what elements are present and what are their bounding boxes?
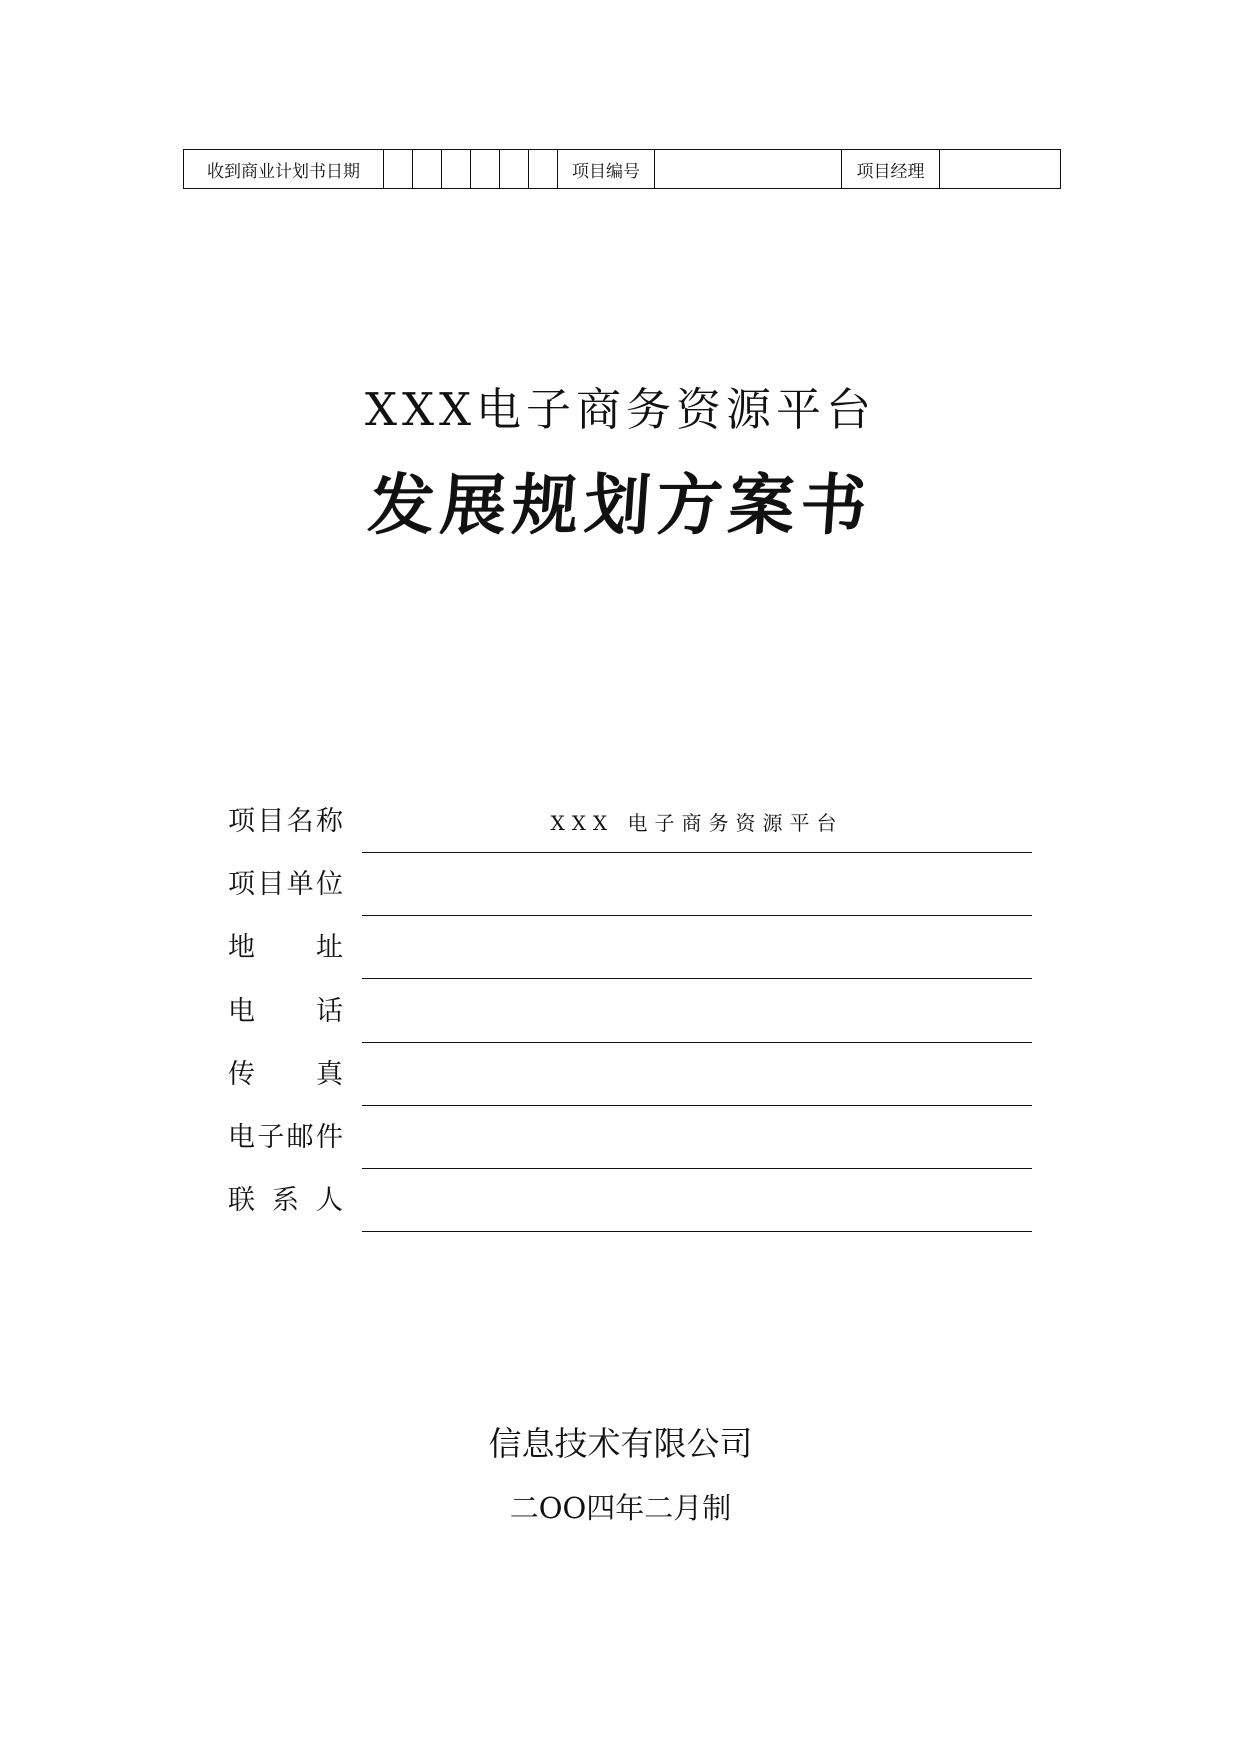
label-char: 项: [228, 806, 255, 837]
info-row-contact: [228, 1169, 1032, 1232]
info-label-fax: [228, 1058, 343, 1092]
label-char: 联: [228, 1185, 255, 1216]
info-row-project-name: [228, 790, 1032, 853]
label-char: 件: [315, 1122, 343, 1153]
info-row-project-unit: [228, 853, 1032, 916]
label-char: 话: [316, 996, 343, 1027]
info-underline: [362, 978, 1032, 979]
info-label-project-name: [228, 805, 343, 839]
info-row-fax: [228, 1043, 1032, 1106]
date-cell-5[interactable]: [500, 150, 529, 189]
project-number-cell[interactable]: [655, 150, 842, 189]
label-char: 址: [316, 932, 343, 963]
label-char: 位: [315, 869, 343, 900]
submission-tracking-table: [183, 149, 1061, 189]
info-label-phone: [228, 995, 343, 1029]
company-name: 信息技术有限公司: [488, 1424, 753, 1463]
label-char: 单: [286, 869, 314, 900]
date-cell-1[interactable]: [384, 150, 413, 189]
label-char: 传: [228, 1059, 255, 1090]
label-char: 子: [257, 1122, 285, 1153]
label-char: 系: [272, 1185, 299, 1216]
document-title: XXX电子商务资源平台: [364, 383, 877, 436]
date-cell-4[interactable]: [471, 150, 500, 189]
label-char: 邮: [286, 1122, 314, 1153]
label-char: 目: [257, 806, 285, 837]
issue-date: 二OO四年二月制: [509, 1491, 732, 1525]
label-char: 地: [228, 932, 255, 963]
document-subtitle: 发展规划方案书: [365, 466, 876, 544]
info-label-address: [228, 931, 343, 965]
date-cell-6[interactable]: [529, 150, 558, 189]
project-manager-cell[interactable]: [940, 150, 1061, 189]
label-char: 真: [316, 1059, 343, 1090]
info-row-address: [228, 916, 1032, 979]
info-label-contact: [228, 1184, 343, 1218]
label-char: 电: [228, 996, 255, 1027]
date-cell-2[interactable]: [413, 150, 442, 189]
label-char: 名: [286, 806, 314, 837]
label-char: 电: [228, 1122, 255, 1153]
info-underline: [362, 1231, 1032, 1232]
info-row-phone: [228, 980, 1032, 1043]
received-date-label: 收到商业计划书日期: [184, 150, 384, 189]
info-label-project-unit: [228, 868, 343, 902]
tracking-row: [184, 150, 1061, 189]
info-value-project-name[interactable]: XXX 电子商务资源平台: [550, 811, 844, 835]
label-char: 称: [315, 806, 343, 837]
label-char: 目: [257, 869, 285, 900]
info-label-email: [228, 1121, 343, 1155]
label-char: 项: [228, 869, 255, 900]
label-char: 人: [316, 1185, 343, 1216]
project-manager-label: 项目经理: [842, 150, 940, 189]
date-cell-3[interactable]: [442, 150, 471, 189]
project-number-label: 项目编号: [558, 150, 655, 189]
info-row-email: [228, 1106, 1032, 1169]
